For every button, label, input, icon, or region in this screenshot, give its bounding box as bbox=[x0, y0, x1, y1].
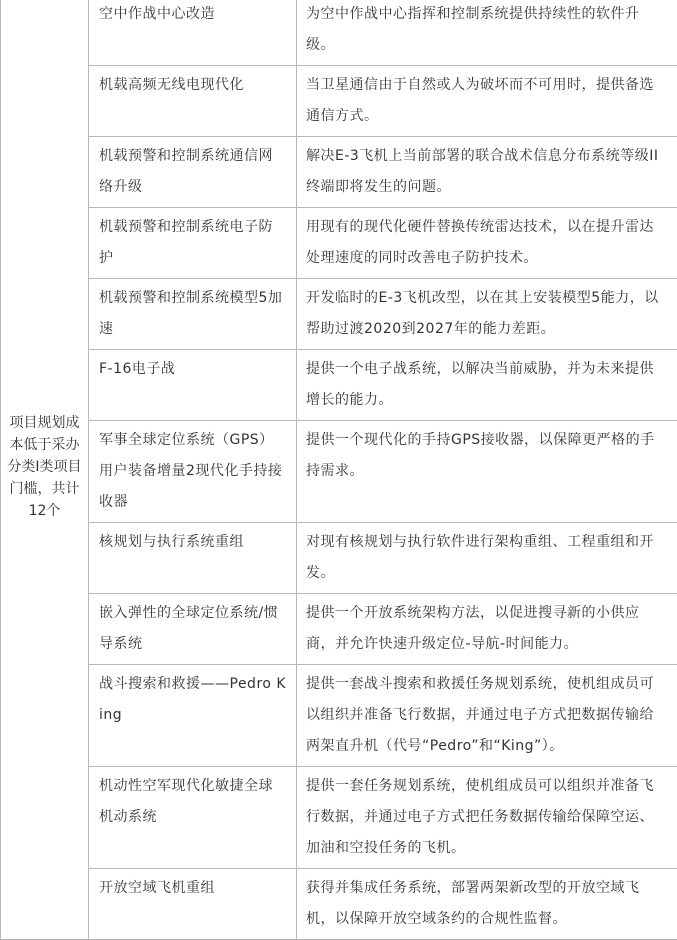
project-description: 当卫星通信由于自然或人为破坏而不可用时，提供备选通信方式。 bbox=[297, 66, 677, 137]
project-name: 战斗搜索和救援——Pedro King bbox=[89, 665, 297, 767]
project-description: 获得并集成任务系统，部署两架新改型的开放空域飞机，以保障开放空域条约的合规性监督。 bbox=[297, 869, 677, 940]
table-row bbox=[1, 665, 677, 767]
table-row bbox=[1, 279, 677, 350]
project-name: 机载预警和控制系统通信网络升级 bbox=[89, 137, 297, 208]
project-description: 对现有核规划与执行软件进行架构重组、工程重组和开发。 bbox=[297, 523, 677, 594]
category-cell: 项目规划成本低于采办分类Ⅰ类项目门槛，共计12个 bbox=[1, 0, 89, 940]
project-name: 空中作战中心改造 bbox=[89, 0, 297, 66]
project-description: 提供一个电子战系统，以解决当前威胁，并为未来提供增长的能力。 bbox=[297, 350, 677, 421]
project-name: 机载预警和控制系统电子防护 bbox=[89, 208, 297, 279]
table-row bbox=[1, 66, 677, 137]
project-name: 机载预警和控制系统模型5加速 bbox=[89, 279, 297, 350]
project-name: 机载高频无线电现代化 bbox=[89, 66, 297, 137]
project-name: F-16电子战 bbox=[89, 350, 297, 421]
table-row bbox=[1, 869, 677, 940]
project-name: 开放空域飞机重组 bbox=[89, 869, 297, 940]
project-name: 军事全球定位系统（GPS）用户装备增量2现代化手持接收器 bbox=[89, 421, 297, 523]
project-description: 提供一个现代化的手持GPS接收器，以保障更严格的手持需求。 bbox=[297, 421, 677, 523]
project-description: 提供一套战斗搜索和救援任务规划系统，使机组成员可以组织并准备飞行数据，并通过电子方式把数据传输给两架直升机（代号“Pedro”和“King”）。 bbox=[297, 665, 677, 767]
project-description: 提供一个开放系统架构方法，以促进搜寻新的小供应商，并允许快速升级定位-导航-时间能力。 bbox=[297, 594, 677, 665]
project-description: 解决E-3飞机上当前部署的联合战术信息分布系统等级II终端即将发生的问题。 bbox=[297, 137, 677, 208]
table-row bbox=[1, 208, 677, 279]
table-row bbox=[1, 594, 677, 665]
project-description: 用现有的现代化硬件替换传统雷达技术，以在提升雷达处理速度的同时改善电子防护技术。 bbox=[297, 208, 677, 279]
table-row bbox=[1, 523, 677, 594]
project-description: 开发临时的E-3飞机改型，以在其上安装模型5能力，以帮助过渡2020到2027年的能力差距。 bbox=[297, 279, 677, 350]
project-name: 嵌入弹性的全球定位系统/惯导系统 bbox=[89, 594, 297, 665]
table-row bbox=[1, 767, 677, 869]
project-description: 为空中作战中心指挥和控制系统提供持续性的软件升级。 bbox=[297, 0, 677, 66]
table-row bbox=[1, 0, 677, 66]
project-name: 机动性空军现代化敏捷全球机动系统 bbox=[89, 767, 297, 869]
table-row bbox=[1, 421, 677, 523]
project-description: 提供一套任务规划系统，使机组成员可以组织并准备飞行数据，并通过电子方式把任务数据传输给保障空运、加油和空投任务的飞机。 bbox=[297, 767, 677, 869]
table-row bbox=[1, 350, 677, 421]
project-name: 核规划与执行系统重组 bbox=[89, 523, 297, 594]
table-row bbox=[1, 137, 677, 208]
